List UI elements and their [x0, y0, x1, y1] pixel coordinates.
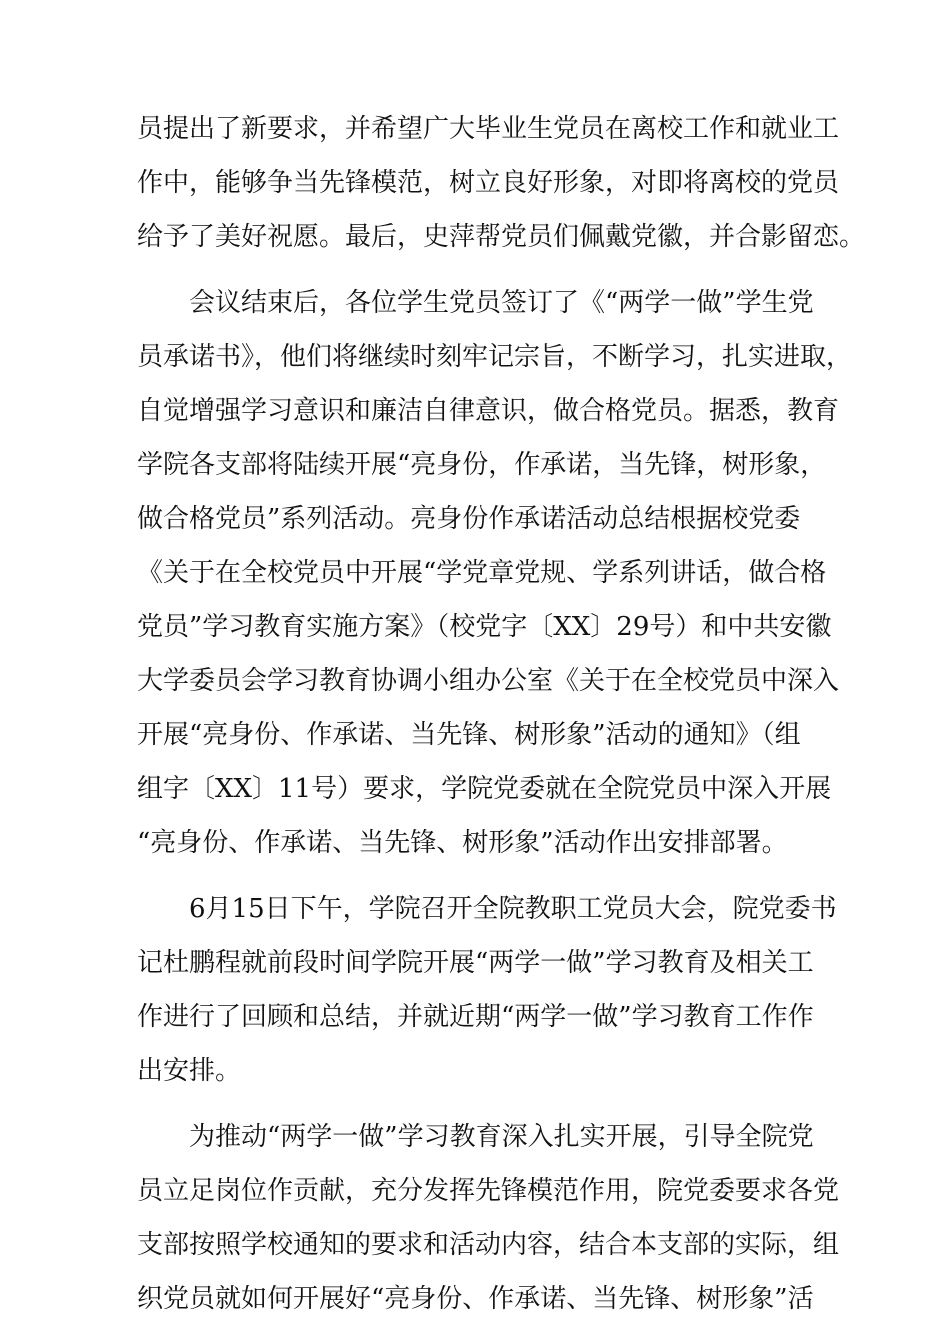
text-line: 员提出了新要求，并希望广大毕业生党员在离校工作和就业工: [137, 114, 840, 144]
text-line: 自觉增强学习意识和廉洁自律意识，做合格党员。据悉，教育: [137, 396, 840, 426]
text-line: “亮身份、作承诺、当先锋、树形象”活动作出安排部署。: [137, 828, 788, 858]
text-line: 作进行了回顾和总结，并就近期“两学一做”学习教育工作作: [137, 1002, 814, 1032]
text-line: 为推动“两学一做”学习教育深入扎实开展，引导全院党: [137, 1122, 814, 1152]
text-line: 6月15日下午，学院召开全院教职工党员大会，院党委书: [137, 894, 837, 924]
text-line: 织党员就如何开展好“亮身份、作承诺、当先锋、树形象”活: [137, 1284, 814, 1314]
text-line: 学院各支部将陆续开展“亮身份，作承诺，当先锋，树形象，: [137, 450, 827, 480]
text-line: 员立足岗位作贡献，充分发挥先锋模范作用，院党委要求各党: [137, 1176, 840, 1206]
text-line: 做合格党员”系列活动。亮身份作承诺活动总结根据校党委: [137, 504, 801, 534]
body-text: [137, 102, 866, 1326]
text-line: 给予了美好祝愿。最后，史萍帮党员们佩戴党徽，并合影留恋。: [137, 222, 866, 252]
paragraph-2: [137, 276, 853, 870]
text-line: 记杜鹏程就前段时间学院开展“两学一做”学习教育及相关工: [137, 948, 814, 978]
text-line: 组字〔XX〕11号）要求，学院党委就在全院党员中深入开展: [137, 774, 832, 804]
text-line: 支部按照学校通知的要求和活动内容，结合本支部的实际，组: [137, 1230, 840, 1260]
paragraph-4: [137, 1110, 840, 1326]
paragraph-3: [137, 882, 837, 1098]
text-line: 员承诺书》，他们将继续时刻牢记宗旨，不断学习，扎实进取，: [137, 342, 853, 372]
text-line: 大学委员会学习教育协调小组办公室《关于在全校党员中深入: [137, 666, 840, 696]
text-line: 出安排。: [137, 1056, 242, 1086]
text-line: 作中，能够争当先锋模范，树立良好形象，对即将离校的党员: [137, 168, 840, 198]
text-line: 会议结束后，各位学生党员签订了《“两学一做”学生党: [137, 288, 814, 318]
paragraph-1: [137, 102, 866, 264]
text-line: 开展“亮身份、作承诺、当先锋、树形象”活动的通知》（组: [137, 720, 801, 750]
text-line: 《关于在全校党员中开展“学党章党规、学系列讲话，做合格: [137, 558, 827, 588]
text-line: 党员”学习教育实施方案》（校党字〔XX〕29号）和中共安徽: [137, 612, 832, 642]
